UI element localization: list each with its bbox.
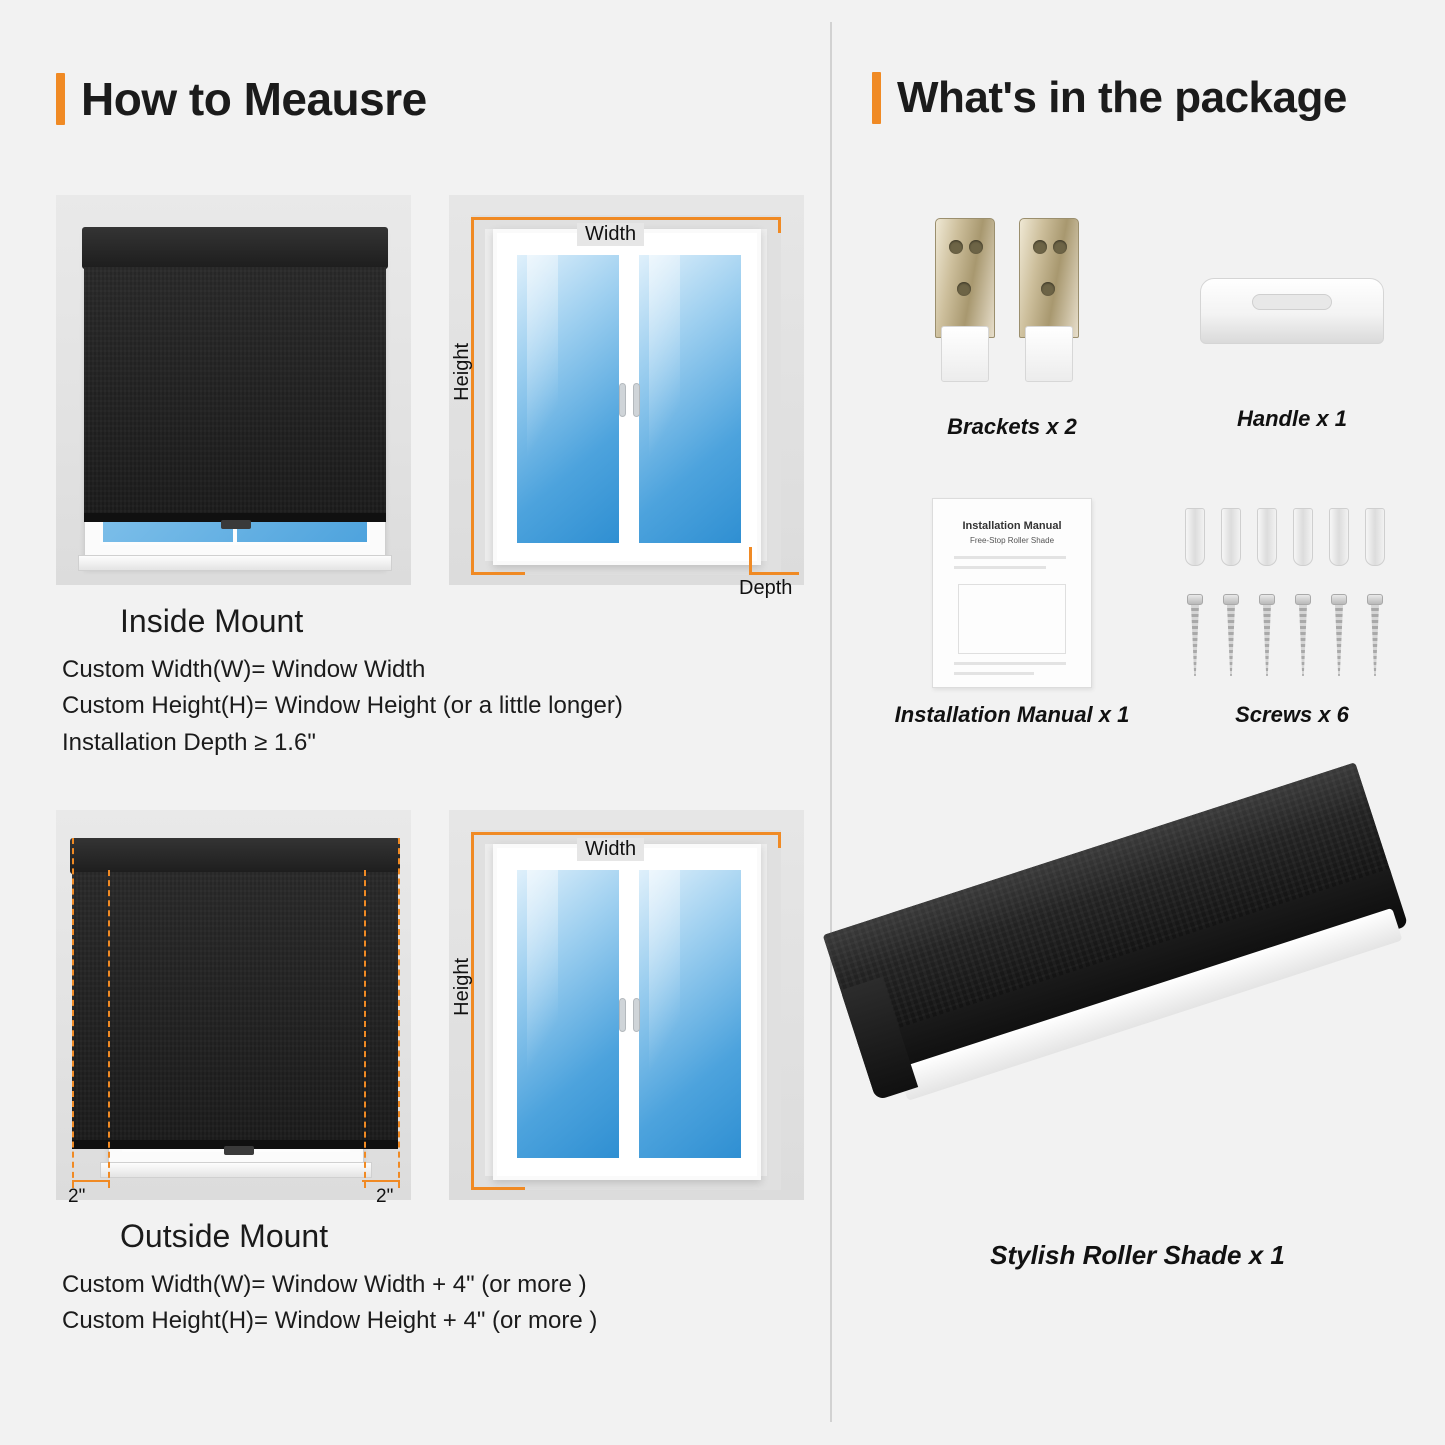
handle-icon	[1192, 250, 1392, 370]
bracket-hole	[1033, 240, 1047, 254]
screw-shaft	[1191, 605, 1199, 676]
bracket-hole	[1041, 282, 1055, 296]
wall-anchor	[1293, 508, 1313, 566]
screw-unit	[1259, 594, 1275, 676]
bracket-hole	[969, 240, 983, 254]
glass-gleam	[527, 870, 558, 1158]
screw-unit	[1331, 594, 1347, 676]
wall-anchor	[1221, 508, 1241, 566]
screws-caption: Screws x 6	[1235, 702, 1349, 727]
manual-diagram-box	[958, 584, 1066, 654]
inside-mount-title: Inside Mount	[120, 603, 304, 639]
inside-mount-specs	[0, 652, 830, 761]
shade-handle-icon	[221, 520, 251, 529]
window-sill	[78, 555, 392, 571]
package-row	[872, 200, 1432, 440]
window-handle-icon	[633, 383, 640, 417]
glass-gleam	[527, 255, 558, 543]
roller-shade-body	[823, 762, 1420, 1135]
shade-handle-icon	[224, 1146, 254, 1155]
outside-mount-figures	[0, 810, 830, 1207]
overhang-left-label: 2"	[68, 1186, 86, 1207]
handle-slot	[1252, 294, 1332, 310]
screw-shaft	[1335, 605, 1343, 676]
screw-head	[1367, 594, 1383, 605]
glass-gleam	[649, 255, 680, 543]
handle-caption: Handle x 1	[1236, 406, 1348, 431]
width-measure-line	[471, 832, 781, 835]
screw-shaft	[1263, 605, 1271, 676]
product-caption: Stylish Roller Shade x 1	[990, 1240, 1285, 1270]
screw-shaft	[1227, 605, 1235, 676]
bracket-plate	[1025, 326, 1073, 382]
bracket-body	[1019, 218, 1079, 338]
outside-mount-block	[0, 810, 830, 1340]
wall-anchor	[1329, 508, 1349, 566]
bracket-plate	[941, 326, 989, 382]
overhang-guide-right-inner	[364, 870, 366, 1188]
manual-line	[954, 662, 1066, 665]
bracket-icon	[887, 200, 1137, 400]
window-pane-left	[511, 249, 625, 549]
width-label: Width	[577, 838, 644, 861]
brackets-caption: Brackets x 2	[947, 414, 1077, 439]
overhang-guide-right-outer	[398, 838, 400, 1188]
screw-head	[1295, 594, 1311, 605]
spec-line: Installation Depth ≥ 1.6"	[62, 728, 316, 756]
screw-head	[1187, 594, 1203, 605]
package-row	[872, 498, 1432, 728]
package-item-manual	[872, 498, 1152, 728]
bracket-unit	[1019, 218, 1079, 383]
window-pane-left	[511, 864, 625, 1164]
accent-bar	[56, 73, 65, 125]
roller-shade-product-image	[845, 870, 1435, 1300]
inside-mount-block	[0, 195, 830, 761]
spec-line: Custom Height(H)= Window Height + 4" (or more )	[62, 1307, 598, 1335]
outside-mount-specs	[0, 1267, 830, 1340]
outside-mount-window-figure	[449, 810, 804, 1200]
inside-mount-figures	[0, 195, 830, 599]
height-tick-bottom	[471, 572, 525, 575]
how-to-measure-title: How to Meausre	[81, 73, 427, 125]
package-item-brackets	[872, 200, 1152, 440]
height-label: Height	[451, 958, 473, 1016]
bracket-hole	[949, 240, 963, 254]
glass-gleam	[649, 870, 680, 1158]
shade-valance	[82, 227, 388, 269]
window-handle-icon	[633, 998, 640, 1032]
window-frame	[493, 229, 761, 565]
height-label: Height	[451, 343, 473, 401]
screw-unit	[1295, 594, 1311, 676]
width-measure-line	[471, 217, 781, 220]
width-tick-right	[778, 832, 781, 848]
manual-title: Installation Manual	[962, 520, 1062, 532]
window-handle-icon	[619, 998, 626, 1032]
package-contents-column	[830, 0, 1445, 1445]
width-label: Width	[577, 223, 644, 246]
inside-mount-shade-figure	[56, 195, 411, 585]
screw-unit	[1367, 594, 1383, 676]
handle-body	[1200, 278, 1384, 344]
width-tick-right	[778, 217, 781, 233]
package-item-handle	[1152, 200, 1432, 440]
overhang-guide-left-inner	[108, 870, 110, 1188]
overhang-right-label: 2"	[376, 1186, 394, 1207]
window-pane-right	[633, 249, 747, 549]
manual-line	[954, 566, 1046, 569]
manual-caption: Installation Manual x 1	[894, 702, 1130, 727]
screw-shaft	[1299, 605, 1307, 676]
window-sill	[100, 1162, 372, 1178]
package-heading	[872, 72, 1347, 124]
bracket-unit	[935, 218, 995, 383]
depth-label: Depth	[739, 577, 793, 599]
window-handle-icon	[619, 383, 626, 417]
wall-anchor	[1185, 508, 1205, 566]
shade-fabric	[84, 267, 386, 517]
package-title: What's in the package	[897, 73, 1347, 122]
screw-head	[1223, 594, 1239, 605]
wall-anchor	[1365, 508, 1385, 566]
manual-icon	[932, 498, 1092, 688]
screw-unit	[1187, 594, 1203, 676]
screw-head	[1259, 594, 1275, 605]
window-pane-right	[633, 864, 747, 1164]
overhang-arrow-left	[72, 1180, 110, 1182]
bracket-hole	[1053, 240, 1067, 254]
outside-mount-shade-figure	[56, 810, 411, 1207]
height-tick-bottom	[471, 1187, 525, 1190]
bracket-hole	[957, 282, 971, 296]
wall-anchor	[1257, 508, 1277, 566]
manual-line	[954, 672, 1034, 675]
screw-shaft	[1371, 605, 1379, 676]
package-item-screws	[1152, 498, 1432, 728]
shade-fabric	[72, 872, 398, 1142]
outside-mount-title: Outside Mount	[120, 1218, 329, 1254]
spec-line: Custom Width(W)= Window Width	[62, 656, 426, 683]
how-to-measure-heading	[56, 72, 427, 126]
depth-leader	[749, 572, 799, 575]
manual-subtitle: Free-Stop Roller Shade	[969, 536, 1055, 545]
shade-valance	[70, 838, 400, 874]
manual-line	[954, 556, 1066, 559]
spec-line: Custom Height(H)= Window Height (or a little longer)	[62, 692, 623, 720]
overhang-guide-left-outer	[72, 838, 74, 1188]
spec-line: Custom Width(W)= Window Width + 4" (or more )	[62, 1271, 587, 1298]
package-items-grid	[872, 200, 1432, 728]
accent-bar	[872, 72, 881, 124]
overhang-arrow-right	[362, 1180, 400, 1182]
screw-head	[1331, 594, 1347, 605]
screw-icon	[1177, 498, 1407, 688]
depth-measure-line	[749, 547, 752, 573]
bracket-body	[935, 218, 995, 338]
inside-mount-window-figure	[449, 195, 804, 599]
window-frame	[493, 844, 761, 1180]
screw-unit	[1223, 594, 1239, 676]
